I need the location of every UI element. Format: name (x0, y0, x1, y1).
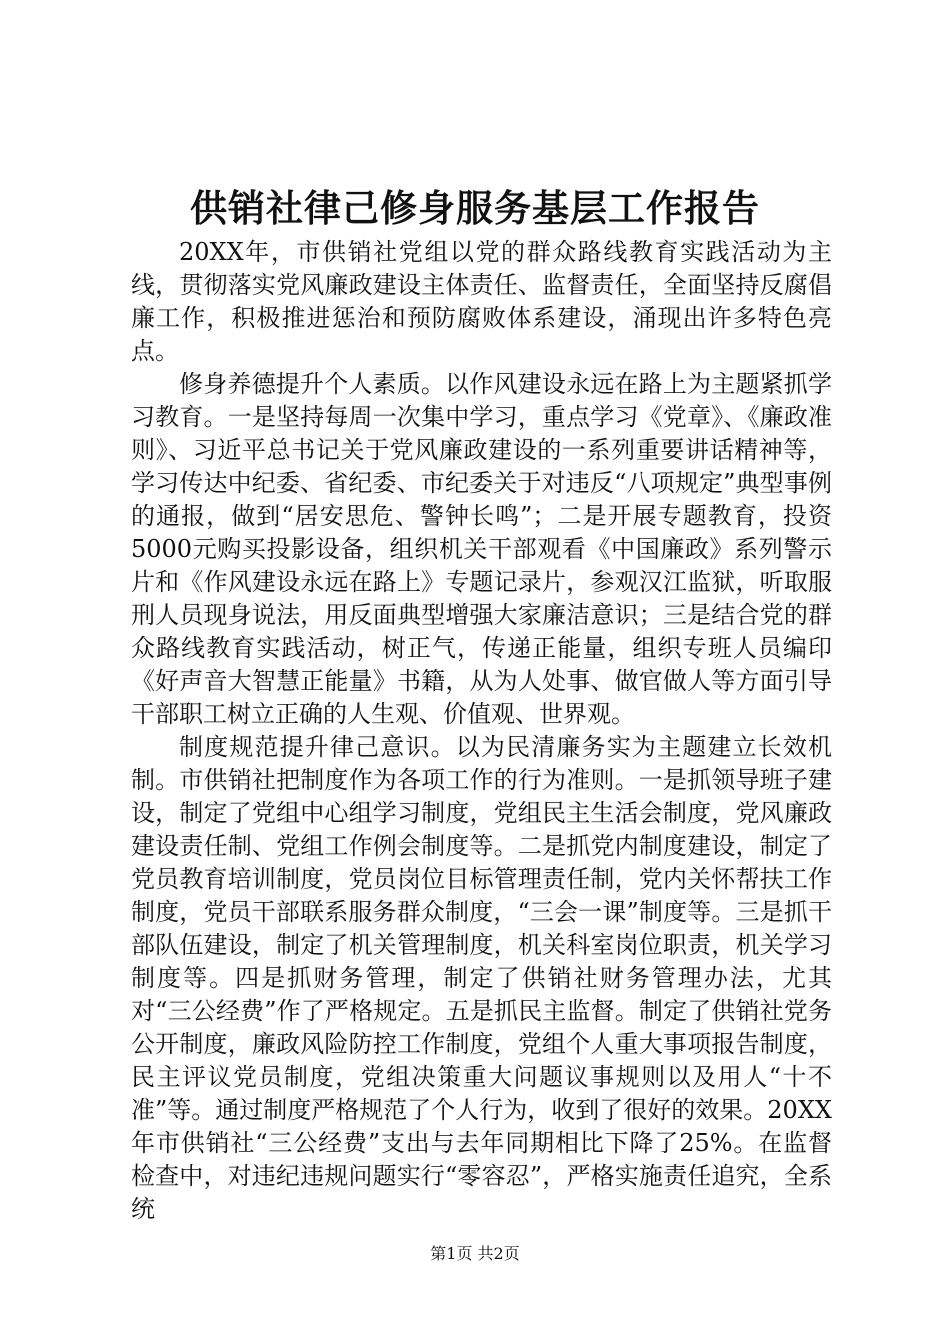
paragraph-institutional-rules: 制度规范提升律己意识。以为民清廉务实为主题建立长效机制。市供销社把制度作为各项工作的行为准则。一是抓领导班子建设，制定了党组中心组学习制度，党组民主生活会制度，党风廉政建设责任制、党组工作例会制度等。二是抓党内制度建设，制定了党员教育培训制度，党员岗位目标管理责任制，党内关怀帮扶工作制度，党员干部联系服务群众制度，“三会一课”制度等。三是抓干部队伍建设，制定了机关管理制度，机关科室岗位职责，机关学习制度等。四是抓财务管理，制定了供销社财务管理办法，尤其对“三公经费”作了严格规定。五是抓民主监督。制定了供销社党务公开制度，廉政风险防控工作制度，党组个人重大事项报告制度，民主评议党员制度，党组决策重大问题议事规则以及用人“十不准”等。通过制度严格规范了个人行为，收到了很好的效果。20XX年市供销社“三公经费”支出与去年同期相比下降了25%。在监督检查中，对违纪违规问题实行“零容忍”，严格实施责任追究，全系统 (131, 733, 832, 1223)
document-body (131, 236, 832, 1226)
paragraph-intro: 20XX年，市供销社党组以党的群众路线教育实践活动为主线，贯彻落实党风廉政建设主体责任、监督责任，全面坚持反腐倡廉工作，积极推进惩治和预防腐败体系建设，涌现出许多特色亮点。 (131, 238, 832, 365)
document-title: 供销社律己修身服务基层工作报告 (190, 186, 760, 230)
paragraph-self-cultivation: 修身养德提升个人素质。以作风建设永远在路上为主题紧抓学习教育。一是坚持每周一次集中学习，重点学习《党章》、《廉政准则》、习近平总书记关于党风廉政建设的一系列重要讲话精神等，学习传达中纪委、省纪委、市纪委关于对违反“八项规定”典型事例的通报，做到“居安思危、警钟长鸣”；二是开展专题教育，投资5000元购买投影设备，组织机关干部观看《中国廉政》系列警示片和《作风建设永远在路上》专题记录片，参观汉江监狱，听取服刑人员现身说法，用反面典型增强大家廉洁意识；三是结合党的群众路线教育实践活动，树正气，传递正能量，组织专班人员编印《好声音大智慧正能量》书籍，从为人处事、做官做人等方面引导干部职工树立正确的人生观、价值观、世界观。 (131, 370, 832, 728)
page-number-footer: 第1页 共2页 (430, 1244, 520, 1263)
